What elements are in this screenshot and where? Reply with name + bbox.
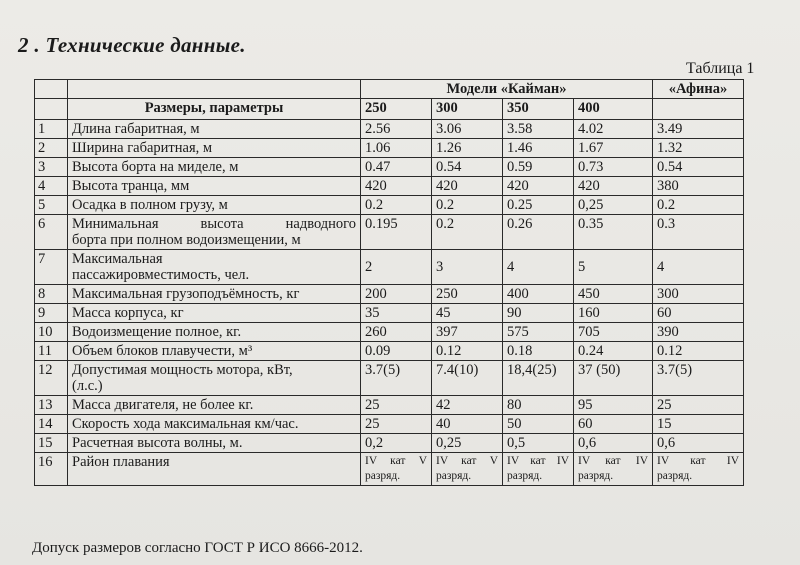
table-row: 13 Масса двигателя, не более кг. 25 42 80 95 25 bbox=[35, 396, 744, 415]
header-250: 250 bbox=[361, 99, 432, 120]
table-row: 16 Район плавания IV кат V разряд. IV кат V разряд. IV кат IV разряд. IV кат IV разряд. IV кат IV разряд. bbox=[35, 453, 744, 486]
header-400: 400 bbox=[574, 99, 653, 120]
table-row: 12 Допустимая мощность мотора, кВт, (л.с.) 3.7(5) 7.4(10) 18,4(25) 37 (50) 3.7(5) bbox=[35, 361, 744, 396]
header-models-kayman: Модели «Кайман» bbox=[361, 80, 653, 99]
table-row: 8 Максимальная грузоподъёмность, кг 200 250 400 450 300 bbox=[35, 285, 744, 304]
section-heading: 2 . Технические данные. bbox=[18, 33, 246, 57]
header-300: 300 bbox=[432, 99, 503, 120]
header-row-params bbox=[35, 99, 744, 120]
table-row: 3 Высота борта на миделе, м 0.47 0.54 0.59 0.73 0.54 bbox=[35, 158, 744, 177]
specs-table bbox=[34, 79, 744, 486]
table-number: Таблица 1 bbox=[686, 60, 755, 77]
header-row-models bbox=[35, 80, 744, 99]
table-row: 6 Минимальная высота надводного борта при полном водоизмещении, м 0.195 0.2 0.26 0.35 0.3 bbox=[35, 215, 744, 250]
table-row: 14 Скорость хода максимальная км/час. 25 40 50 60 15 bbox=[35, 415, 744, 434]
header-350: 350 bbox=[503, 99, 574, 120]
table-row: 4 Высота транца, мм 420 420 420 420 380 bbox=[35, 177, 744, 196]
table-row: 2 Ширина габаритная, м 1.06 1.26 1.46 1.67 1.32 bbox=[35, 139, 744, 158]
header-params: Размеры, параметры bbox=[68, 99, 361, 120]
footer-note: Допуск размеров согласно ГОСТ Р ИСО 8666-2012. bbox=[32, 540, 363, 556]
table-row: 5 Осадка в полном грузу, м 0.2 0.2 0.25 0,25 0.2 bbox=[35, 196, 744, 215]
table-row: 1 Длина габаритная, м 2.56 3.06 3.58 4.02 3.49 bbox=[35, 120, 744, 139]
table-row: 7 Максимальная пассажировместимость, чел. 2 3 4 5 4 bbox=[35, 250, 744, 285]
table-row: 11 Объем блоков плавучести, м³ 0.09 0.12 0.18 0.24 0.12 bbox=[35, 342, 744, 361]
table-row: 15 Расчетная высота волны, м. 0,2 0,25 0,5 0,6 0,6 bbox=[35, 434, 744, 453]
header-model-afina: «Афина» bbox=[653, 80, 744, 99]
table-row: 10 Водоизмещение полное, кг. 260 397 575 705 390 bbox=[35, 323, 744, 342]
table-row: 9 Масса корпуса, кг 35 45 90 160 60 bbox=[35, 304, 744, 323]
